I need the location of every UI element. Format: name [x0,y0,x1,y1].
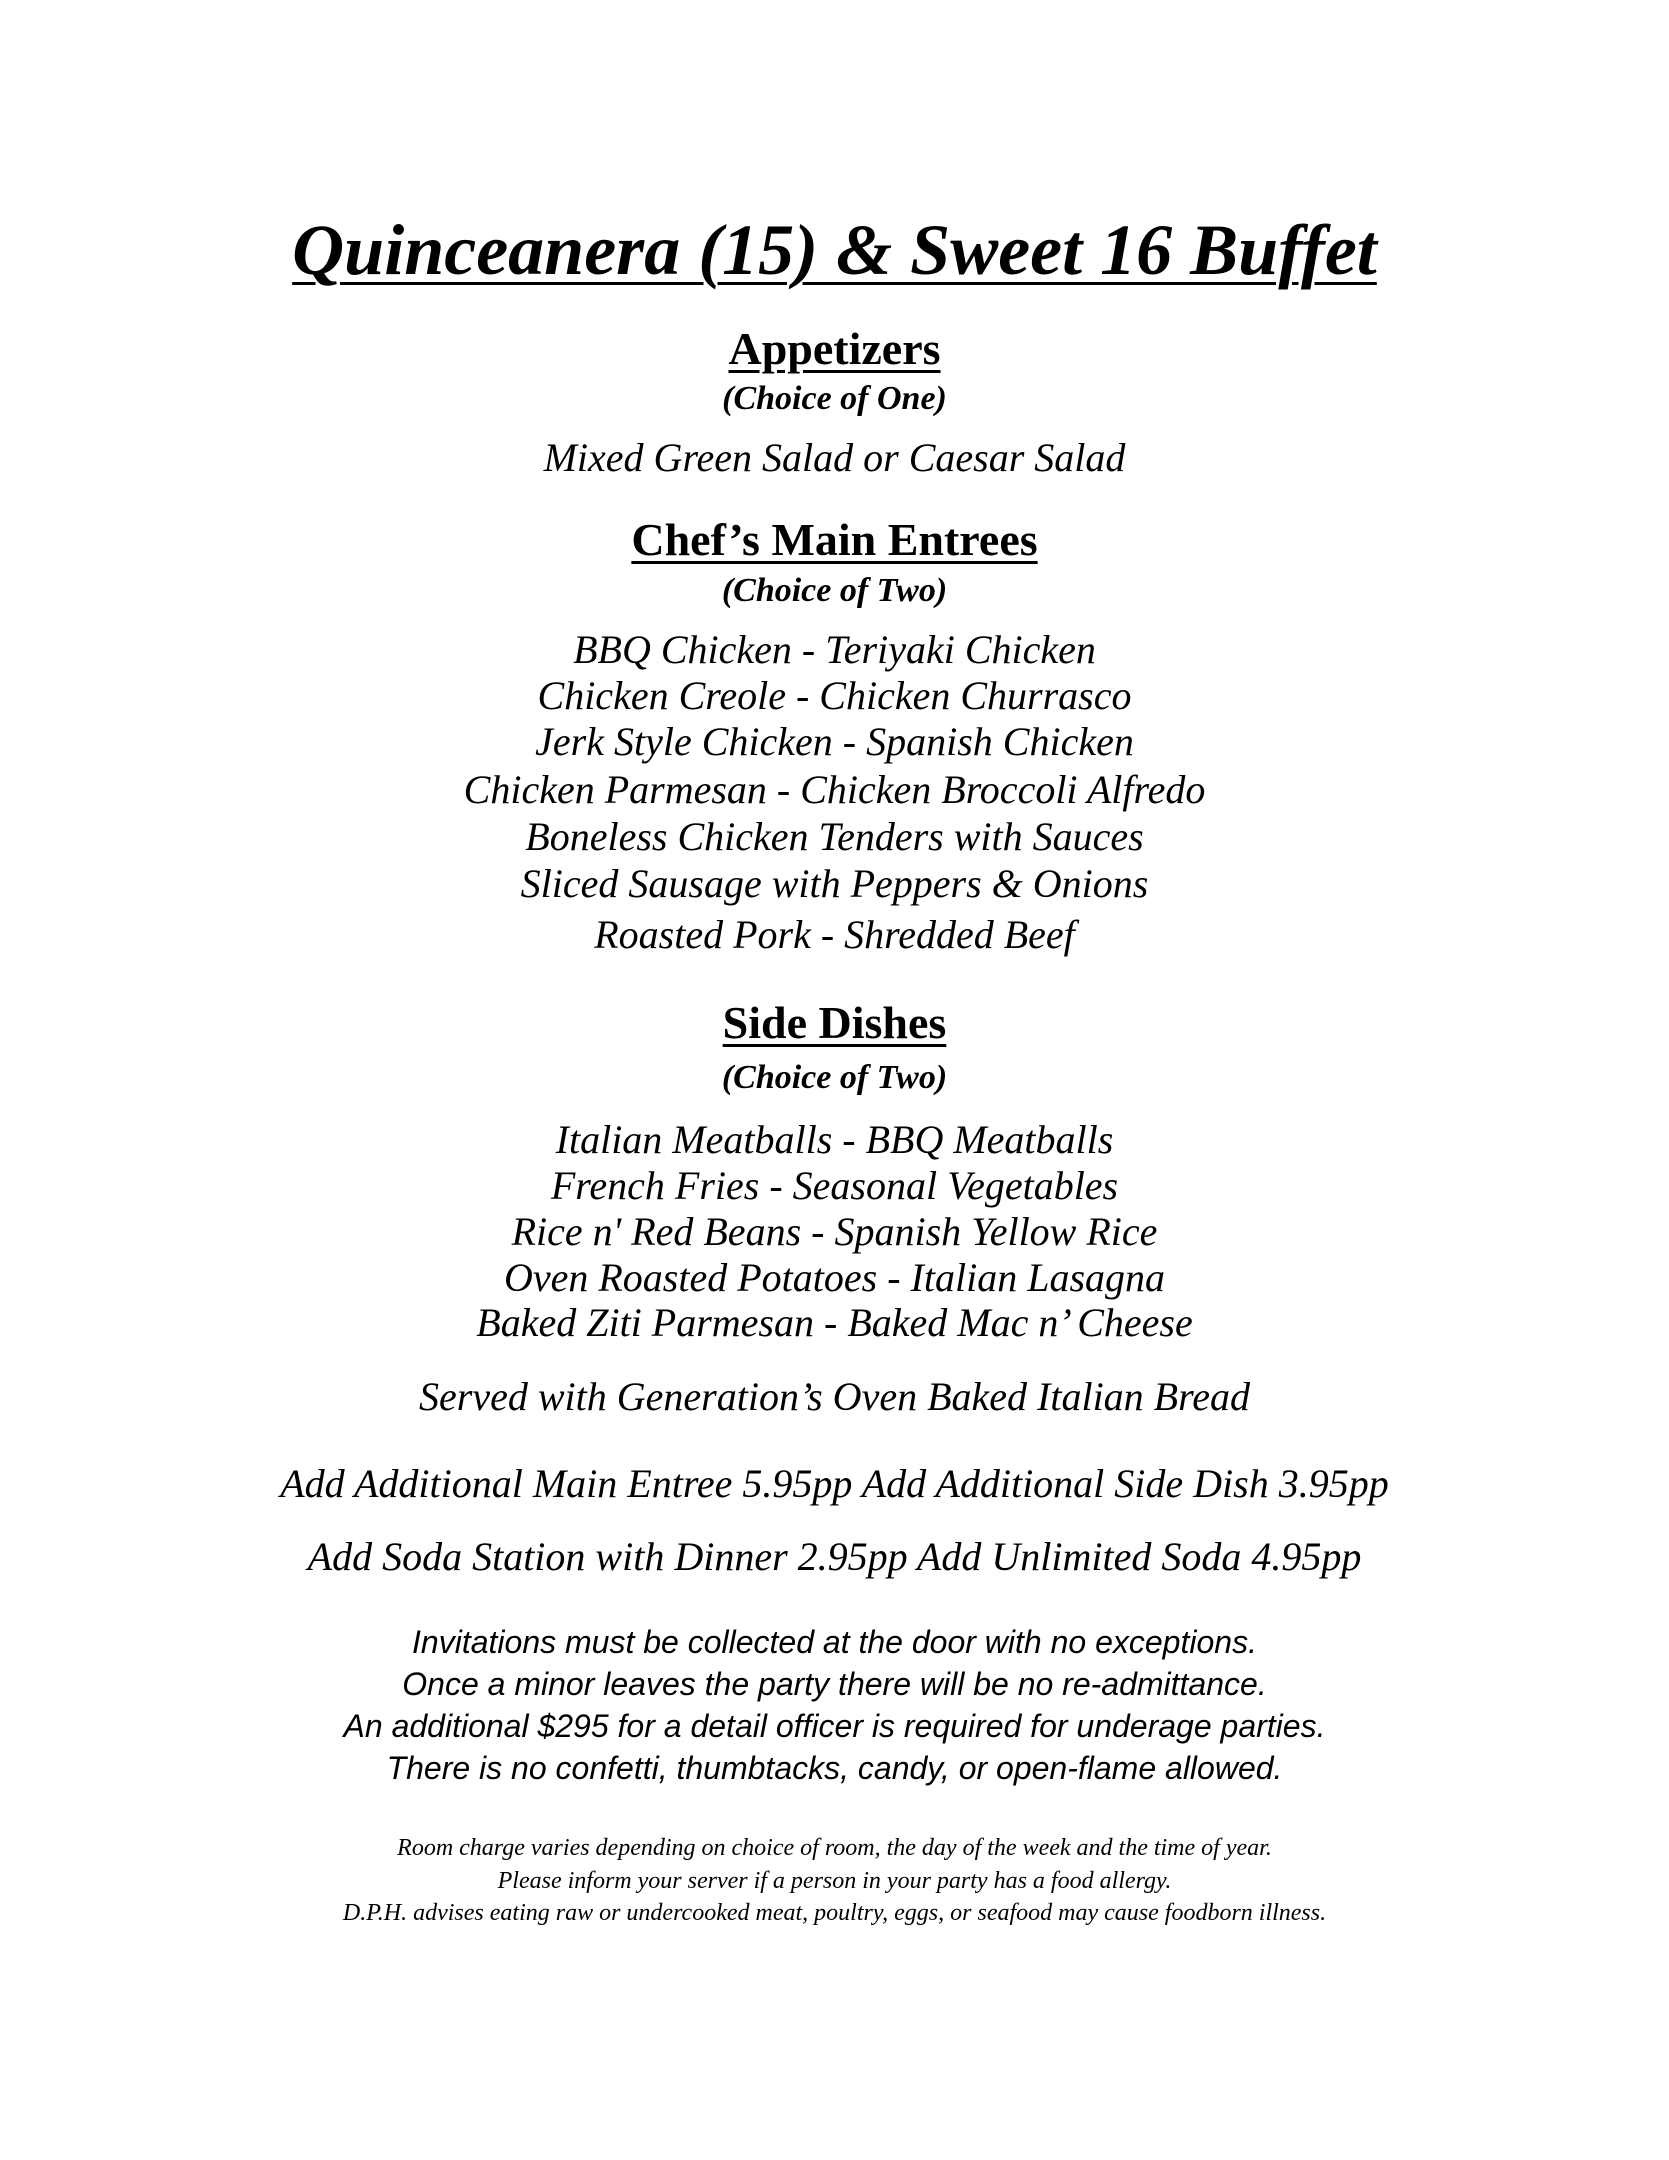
entree-item: Roasted Pork - Shredded Beef [594,912,1075,957]
sides-choice: (Choice of Two) [721,1059,948,1096]
entree-item: Sliced Sausage with Peppers & Onions [520,861,1149,906]
side-item: Oven Roasted Potatoes - Italian Lasagna [503,1255,1166,1300]
policy-line: Once a minor leaves the party there will be no re-admittance. [402,1666,1267,1702]
policy-line: An additional $295 for a detail officer is required for underage parties. [343,1708,1326,1744]
entree-item: Chicken Parmesan - Chicken Broccoli Alfredo [463,767,1206,812]
menu-title: Quinceanera (15) & Sweet 16 Buffet [292,210,1377,290]
entree-item: Chicken Creole - Chicken Churrasco [537,673,1132,718]
addon-line: Add Additional Main Entree 5.95pp Add Additional Side Dish 3.95pp [280,1461,1389,1506]
side-item: French Fries - Seasonal Vegetables [550,1163,1119,1208]
entree-item: Jerk Style Chicken - Spanish Chicken [535,719,1134,764]
policy-line: There is no confetti, thumbtacks, candy, or open-flame allowed. [386,1750,1283,1786]
fine-print-line: Room charge varies depending on choice of room, the day of the week and the time of year. [397,1835,1272,1861]
fine-print-line: D.P.H. advises eating raw or undercooked meat, poultry, eggs, or seafood may cause foodborn illness. [342,1900,1327,1926]
addon-line: Add Soda Station with Dinner 2.95pp Add Unlimited Soda 4.95pp [307,1534,1362,1579]
entrees-heading: Chef’s Main Entrees [631,514,1038,565]
side-item: Rice n' Red Beans - Spanish Yellow Rice [511,1209,1158,1254]
fine-print-line: Please inform your server if a person in your party has a food allergy. [497,1868,1172,1894]
sides-heading: Side Dishes [722,997,947,1048]
entree-item: BBQ Chicken - Teriyaki Chicken [573,627,1096,672]
appetizer-item: Mixed Green Salad or Caesar Salad [543,435,1126,480]
appetizers-heading: Appetizers [728,323,941,374]
entree-item: Boneless Chicken Tenders with Sauces [525,814,1144,859]
policy-line: Invitations must be collected at the door with no exceptions. [412,1624,1257,1660]
bread-note: Served with Generation’s Oven Baked Italian Bread [419,1374,1250,1419]
side-item: Baked Ziti Parmesan - Baked Mac n’ Cheese [476,1300,1193,1345]
appetizers-choice: (Choice of One) [722,380,947,417]
side-item: Italian Meatballs - BBQ Meatballs [555,1117,1114,1162]
entrees-choice: (Choice of Two) [721,572,948,609]
